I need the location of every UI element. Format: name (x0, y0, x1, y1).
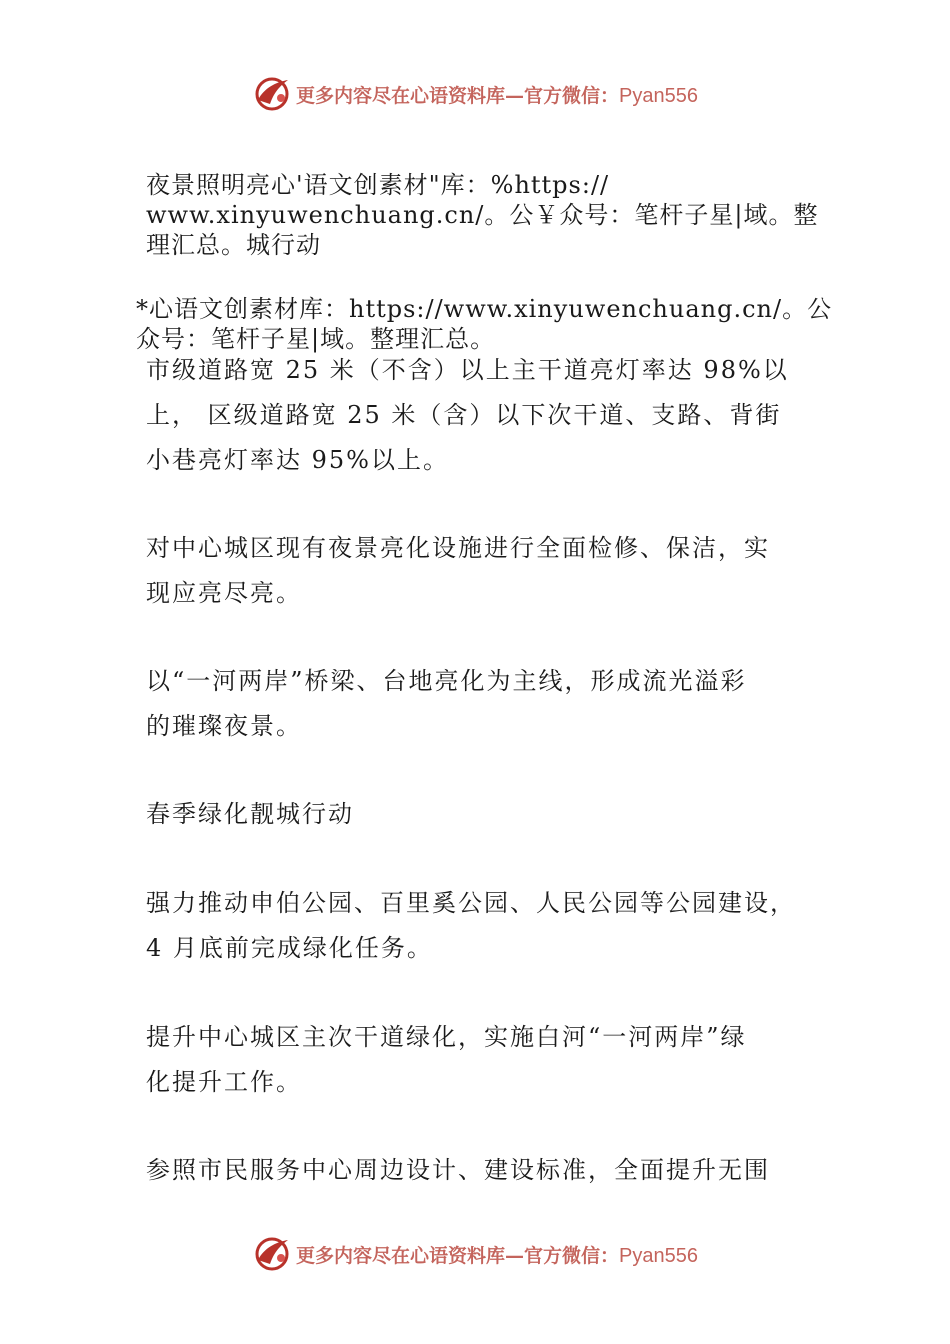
watermark-text: 更多内容尽在心语资料库—官方微信：Pyan556 (296, 1244, 698, 1267)
paragraph-facility-maintenance (146, 526, 770, 616)
watermark-text: 更多内容尽在心语资料库—官方微信：Pyan556 (296, 84, 698, 107)
watermark-handle: Pyan556 (619, 1244, 698, 1267)
watermark-handle: Pyan556 (619, 84, 698, 107)
text-line: 强力推动申伯公园、百里奚公园、人民公园等公园建设， (146, 889, 796, 917)
paragraph-park-construction (146, 881, 796, 971)
text-line: 化提升工作。 (146, 1068, 302, 1096)
text-line: 现应亮尽亮。 (146, 579, 302, 607)
text-line: 对中心城区现有夜景亮化设施进行全面检修、保洁，实 (146, 534, 770, 562)
paragraph-lighting-rates (146, 348, 789, 483)
text-line: 理汇总。城行动 (146, 231, 321, 259)
text-line: 的璀璨夜景。 (146, 712, 302, 740)
watermark-banner-top (0, 72, 950, 116)
text-line: 众号：笔杆子星|域。整理汇总。 (136, 325, 496, 353)
red-seal-logo-icon (252, 74, 292, 114)
text-line: 以“一河两岸”桥梁、台地亮化为主线，形成流光溢彩 (146, 667, 747, 695)
text-line: 4 月底前完成绿化任务。 (146, 934, 433, 962)
text-line: 提升中心城区主次干道绿化，实施白河“一河两岸”绿 (146, 1023, 747, 1051)
text-line: 市级道路宽 25 米（不含）以上主干道亮灯率达 98%以 (146, 356, 789, 384)
paragraph-river-banks (146, 659, 747, 749)
text-line: 小巷亮灯率达 95%以上。 (146, 446, 449, 474)
paragraph-service-center-standard (146, 1148, 770, 1193)
section-heading-spring-greening (146, 792, 354, 837)
paragraph-night-lighting-header (146, 170, 818, 260)
text-line: www.xinyuwenchuang.cn/。公￥众号：笔杆子星|域。整 (146, 201, 819, 229)
red-seal-logo-icon (252, 1234, 292, 1274)
watermark-banner-bottom (0, 1232, 950, 1276)
text-line: *心语文创素材库：https://www.xinyuwenchuang.cn/。公 (136, 295, 833, 323)
paragraph-road-greening (146, 1015, 747, 1105)
text-line: 上， 区级道路宽 25 米（含）以下次干道、支路、背街 (146, 401, 782, 429)
text-line: 参照市民服务中心周边设计、建设标准，全面提升无围 (146, 1156, 770, 1184)
paragraph-source-note (136, 294, 832, 354)
text-line: 夜景照明亮心'语文创素材"库：%https:// (146, 171, 610, 199)
text-line: 春季绿化靓城行动 (146, 800, 354, 828)
